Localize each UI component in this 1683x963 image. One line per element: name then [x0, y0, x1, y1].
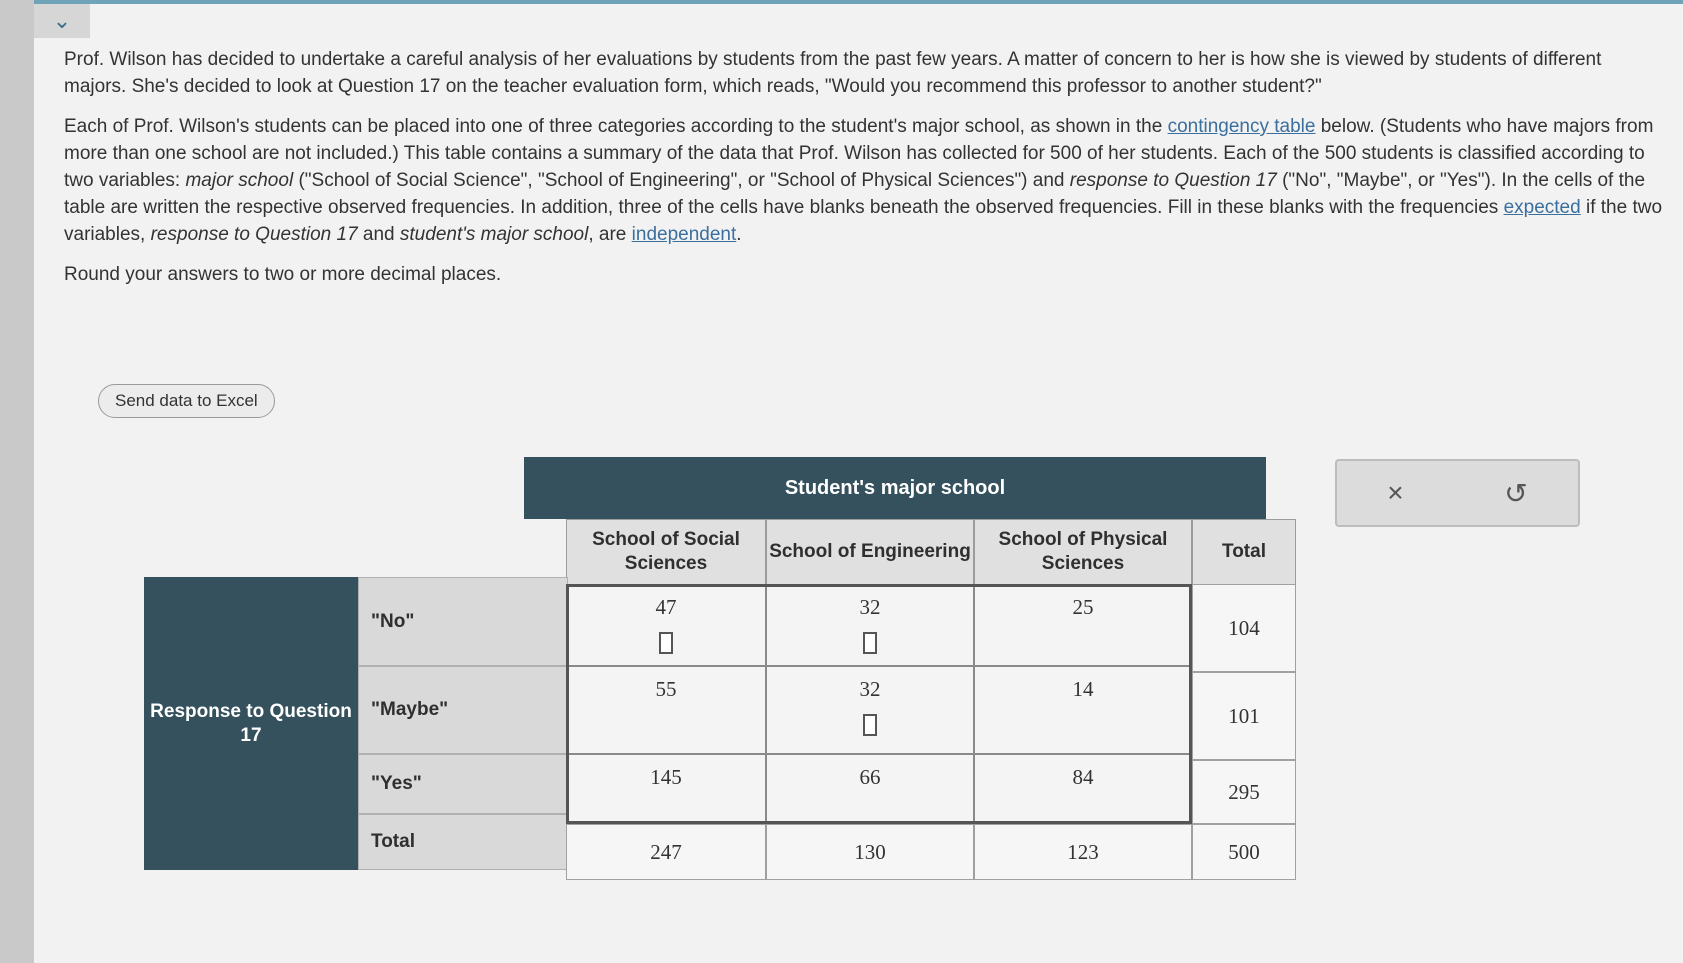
expected-input-no-social[interactable]	[659, 632, 673, 654]
side-header: Response to Question 17	[144, 577, 358, 870]
cell-yes-physical: 84	[974, 754, 1192, 824]
row-label-yes: "Yes"	[358, 754, 568, 814]
cell-maybe-total: 101	[1192, 672, 1296, 760]
row-label-no: "No"	[358, 577, 568, 666]
close-icon[interactable]: ×	[1387, 477, 1404, 508]
cell-total-physical: 123	[974, 824, 1192, 880]
problem-text	[64, 46, 1664, 301]
cell-yes-engineering: 66	[766, 754, 974, 824]
answer-tools	[1335, 459, 1580, 527]
row-label-maybe: "Maybe"	[358, 666, 568, 754]
col-header-total: Total	[1192, 519, 1296, 585]
cell-no-physical: 25	[974, 584, 1192, 666]
cell-maybe-engineering: 32	[766, 666, 974, 754]
reset-icon[interactable]: ↺	[1504, 477, 1528, 509]
problem-paragraph-2: Each of Prof. Wilson's students can be placed into one of three categories according to the student's major school, as shown in the contingency table below. (Students who have majors from more than one school are not included.) This table contains a summary of the data that Prof. Wilson has collected for 500 of her students. Each of the 500 students is classified according to two variables: major school ("School of Social Science", "School of Engineering", or "School of Physical Sciences") and response to Question 17 ("No", "Maybe", or "Yes"). In the cells of the table are written the respective observed frequencies. In addition, three of the cells have blanks beneath the observed frequencies. Fill in these blanks with the frequencies expected if the two variables, response to Question 17 and student's major school, are independent.	[64, 116, 1663, 245]
expected-input-no-engineering[interactable]	[863, 632, 877, 654]
col-header-engineering: School of Engineering	[766, 519, 974, 585]
cell-no-engineering: 32	[766, 584, 974, 666]
round-note: Round your answers to two or more decimal places.	[64, 264, 502, 285]
row-label-total: Total	[358, 814, 568, 870]
cell-no-social: 47	[566, 584, 766, 666]
cell-maybe-social: 55	[566, 666, 766, 754]
cell-yes-social: 145	[566, 754, 766, 824]
cell-yes-total: 295	[1192, 760, 1296, 824]
contingency-table-link[interactable]: contingency table	[1167, 116, 1316, 137]
cell-no-total: 104	[1192, 584, 1296, 672]
cell-total-total: 500	[1192, 824, 1296, 880]
top-header: Student's major school	[524, 457, 1266, 519]
chevron-down-icon[interactable]: ⌄	[34, 4, 90, 38]
col-header-social: School of Social Sciences	[566, 519, 766, 585]
expected-input-maybe-engineering[interactable]	[863, 714, 877, 736]
cell-total-social: 247	[566, 824, 766, 880]
send-to-excel-button[interactable]: Send data to Excel	[98, 384, 275, 418]
expected-link[interactable]: expected	[1503, 197, 1581, 218]
cell-total-engineering: 130	[766, 824, 974, 880]
col-header-physical: School of Physical Sciences	[974, 519, 1192, 585]
independent-link[interactable]: independent	[631, 224, 737, 245]
cell-maybe-physical: 14	[974, 666, 1192, 754]
problem-paragraph-1: Prof. Wilson has decided to undertake a careful analysis of her evaluations by students from the past few years. A matter of concern to her is how she is viewed by students of different majors. She's decided to look at Question 17 on the teacher evaluation form, which reads, "Would you recommend this professor to another student?"	[64, 49, 1602, 97]
